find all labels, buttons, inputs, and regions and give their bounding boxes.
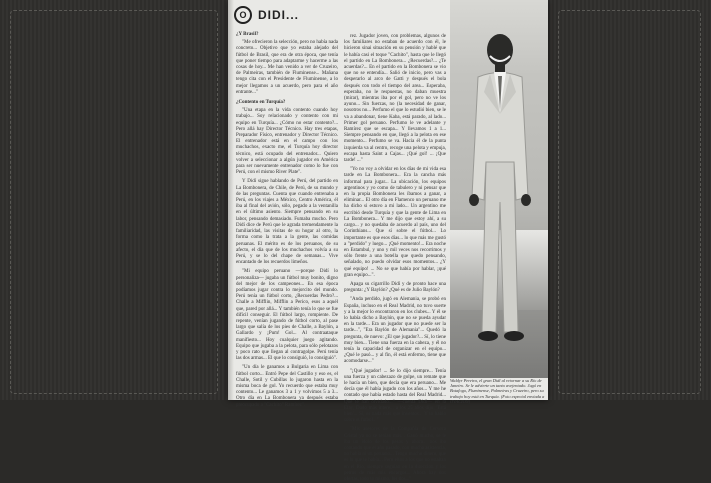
paragraph: "¡Qué jugador! ... Se lo dijo siempre... Tenía una fuerza y un cabezazo de golpe, un remate que le hacía un bien, que decía que era peruano... Me decía que él había jugado con los años... Y me he contado que había estado hasta del Real Madrid... Que le han olvidado..." —cuenta Didí— en la Elay, Dado más intere... a los 25 años dijo, 'Está bien'... Sí, es nada más que inventos... Y lo hablo sobre el fútbol..." xyxy=(344,368,446,424)
man-in-suit-figure xyxy=(470,22,540,352)
paragraph: Apaga su cigarrillo Didí y de pronto hace una pregunta: ¿Y Baylón? ¿Qué es de Julio Baylón? xyxy=(344,281,446,294)
question-heading: ¿Contento en Turquía? xyxy=(236,100,286,106)
paragraph: "Una etapa en la vida contento cuando hoy trabajo... Soy relacionado y contento con mi equipo en Turquía... ¿Cómo no estar contento?... Pero allá hay Director Técnico. Hay tres etapas, Preparador Físico, entrenador y Director Técnico. El entrenador está en el campo con los muchachos, exacto me, el Turquía hoy director técnico, está ocupado del entrenador... Quiero volver a seleccionar a algún jugador en América para ser nuevamente entrenador como lo fue con Perú, con el mismo River Plate". xyxy=(236,108,338,176)
article-header xyxy=(234,6,299,24)
paragraph: "Yo no voy a olvidar en los días de mi vida esa tarde en La Bombonera... Era la cancha más informal para jugar... La ubicación, los equipos argentinos y yo como de tabulero y ni pensar que en la propia Bombonera les íbamos a ganar, a eliminar... El otro día en Flamenco un peruano me ha dicho si estuvo a mi lado... Un argentino me escribió desde Turquía y que la gente de Lima en La Bombonera... Y me dijo que estoy ahí, a su cargo... y no quedaba de acuerdo al país, uno del Corinthians... Que sí sobre el fútbol... Lo importante es que esos días... lo que más me gustó a "perdido" y luego... ¡Qué momento!... Era noche en Estambul, y uno y mil veces nos recorrimos y sólo frente a una botella que quedo pensando, señalado, no puedo olvidar esos momentos... ¿Y qué equipo! ... No se que había por hablar, ¡qué gran equipo...". xyxy=(344,167,446,278)
question-heading: ¿Y Brasil? xyxy=(236,32,259,37)
background-right xyxy=(548,0,711,400)
magazine-page xyxy=(228,0,548,483)
paragraph: "Anda perdido, jugó en Alemania, se probó en España, incluso en el Real Madrid, no tuvo suerte y a la mejor lo encontraron en los clubes... Y él se lo había dicho a Baylón, que no se pueda ayudar en la tarde... Era un jugador que no puede ser la tarde...", "Era Baylón de Alemania"... Quedó la pregunta, de nuevo: ¿El que jugador?... Sí, lo tiene muy bien... Tiene una fuerza en la cabeza, y él no tenía la capacidad de organizar en el equipo... ¿Qué le pasó... y al fin, él está enfermo, tiene que acomodarse..." xyxy=(344,297,446,365)
photo-caption: Waldyr Pereira, el gran Didí al retornar a su Río de Janeiro. Se le advierte un tanto avejentado. Jugó en Botafogo, Fluminense, Palmeiras y Cruzeiro, pero su trabajo hoy está en Turquía. (Foto especial enviada a OVACION) xyxy=(450,378,545,404)
magazine-logo: O xyxy=(234,6,252,24)
paragraph: rez. Jugador joven, con problemas, algunos de los familiares no estaban de acuerdo con él, le hicieron sinai situación en su pensión y hablé que le había casi el toque "Cachito", hasta que le llegó el partido en La Bombonera... ¿Recuerdas?... ¿Te acuerdas?... En el partido en la Bombonera se vio que no se entendía... Salió de inicio, pero vas a desperarlo al arco de Gatti y después el bola después con todo el tiempo del area... Esperaba, esperaba, no le respuestas, no daban muestra (mirar), mientras iba por el gol, pero no ve los ayuno... Sin fuerzas, no (la necesidad de ganar, nosotros no... Perfumo el que lo estudió bien, se le va a abandonar, tiene Kaba, está parado, al lado... Primer gol peruano. Perfumo le ve adelante y Ramírez que se escapa... Y llevamos 1 a 1... Siempre pensando en que, llegó a la pelota en ese momento... Perfumo se va. Hacia él de la punta izquierda va al centro, recoge una pelota y empuja, escapa hasta Saint a Cajas... ¡Qué gol! ... ¡Que tarde! ..." xyxy=(344,34,446,164)
portrait-photo xyxy=(450,0,548,378)
paragraph: "Mi equipo peruano —porque Didí lo personaliza— jugaba un fútbol muy bonito, digno del mejor de los campeones... En esa época podíamos jugar contra lo mejorcito del mundo. Perú tenía un fútbol corto, ¿Recuerdas Pedro?... Challe a Mifflin, Mifflin a Perico, esos a aquél que, pared por allá... Y también tenía lo que se fue difícil conseguir. El fútbol largo, rompiente. De repente, venían jugando de fútbol corto, al pase largo que salía de los pies de Challe, a Baylón, a Gallardo y ¡Pum! Gol... Al contraataque manifiesto... Hoy cualquier juego agitando. Equipo que jugaba a la pelota, para sólo pelotazos y poco rato que llegan al contragolpe. Perú tenía las dos armas... El que lo consiguió, lo consiguió". xyxy=(236,269,338,362)
paragraph: "Me ofrecieron la selección, pero no había nada concreto... Objetivo que yo estaba alejado del fútbol de Brasil, que era de otra época, que tenía que poner tiempo para adaptarme y hacerme a las cosas de hoy... Me han venido a ver de Cruzeiro, de Palmeiras, también de Fluminense... Mañana tengo cita con el Presidente de Fluminense, a lo mejor llegamos a un acuerdo, pero para el año entrante..." xyxy=(236,40,338,95)
background-left xyxy=(0,0,228,400)
page-spine-shadow xyxy=(228,0,234,400)
article-kicker: DIDI... xyxy=(258,8,300,22)
text-column-middle xyxy=(344,34,446,483)
paragraph: Y Didí sigue hablando de Perú, del partido en La Bombonera, de Chile, de Perú, de su mundo y de las preguntas. Cuenta que cuando entrenaba a Perú, en los viajes a México, Centro América, él iba al final del avión, sólo, pegado a la ventanilla en el último asiento. Siempre pensando en su labor, pensando demasiado. Fumaba mucho. Pero Didí dice de Perú que le agrada tremendamente la familiaridad, las visitas de su hogar al otro, la forma como la trata a la gente, las comidas peruanas. El mérito es de los peruanos, de su afecto, el día que de los muchachos volvía a su Perú, y se lo del chape de semanas... Vive encantado de los recuerdos limeños. xyxy=(236,179,338,266)
paragraph: "Mis asesores de la Compañía de Cerveza Cristal ya no se tenían más... Ganó mucho, se le iba un ídolo de los pesos y ahora... nos iba contando que el año pasado, con mucha asistencia, no había ni un peruano... Tengo mucho dinero, que es lo que le había... Pero ellos a los que no estaban en el Rio, siempre seguían en la dirección y los petrus de más mis encargos... Ahora hay dos ofertas, todo lo mismo, los dos..." xyxy=(344,427,446,483)
paragraph: "Un día le ganamos a Bulgaria en Lima con fútbol corto... Entró Pepe del Castillo y eso es, el Challe, Sotil y Cubillas lo jugaron hasta en la misma boca de gol. Yo recuerdo que estaba muy contento... Le ganamos 3 a 1 y volvimos 5 a 3... Otro día en La Bombonera ya después estaba preocupado a "Cachito" Ramírez". xyxy=(236,365,338,408)
text-column-left xyxy=(236,28,338,408)
